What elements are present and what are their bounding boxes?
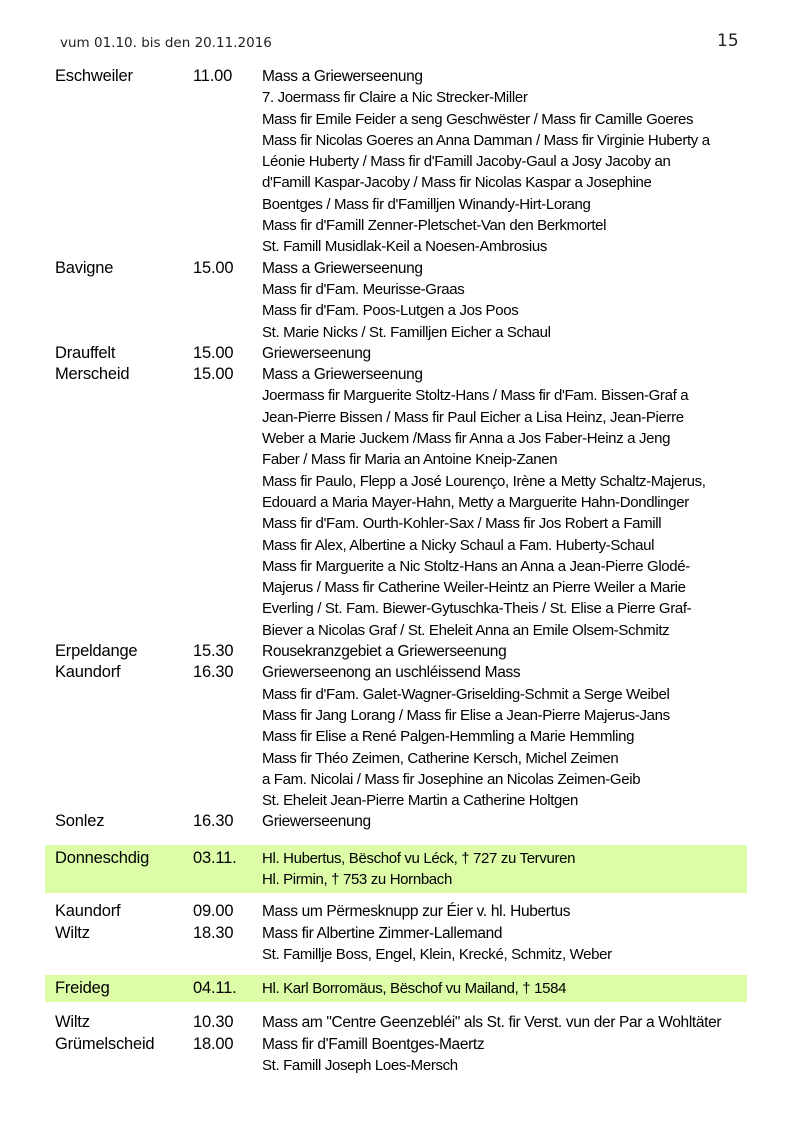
entry-row bbox=[0, 449, 800, 470]
intention-line: Weber a Marie Juckem /Mass fir Anna a Jos Faber-Heinz a Jeng bbox=[262, 430, 671, 448]
entry-row bbox=[0, 428, 800, 449]
schedule-entry bbox=[45, 845, 747, 891]
intention-line: Mass fir Alex, Albertine a Nicky Schaul a Fam. Huberty-Schaul bbox=[262, 536, 655, 554]
service-type: Mass fir Albertine Zimmer-Lallemand bbox=[262, 924, 503, 942]
page-number: 15 bbox=[717, 31, 739, 51]
entry-row bbox=[0, 322, 800, 343]
entry-row bbox=[0, 407, 800, 428]
place-name: Merscheid bbox=[55, 365, 130, 384]
entry-row bbox=[0, 1034, 800, 1055]
entry-row bbox=[0, 811, 800, 832]
schedule-section bbox=[0, 1012, 800, 1076]
entry-row bbox=[0, 641, 800, 662]
intention-line: a Fam. Nicolai / Mass fir Josephine an Nicolas Zeimen-Geib bbox=[262, 770, 641, 788]
service-type: Mass um Përmesknupp zur Éier v. hl. Hubertus bbox=[262, 903, 571, 921]
entry-row bbox=[0, 620, 800, 641]
intention-line: St. Famill Musidlak-Keil a Noesen-Ambrosius bbox=[262, 238, 548, 256]
entry-row bbox=[0, 923, 800, 944]
intention-line: St. Marie Nicks / St. Familljen Eicher a Schaul bbox=[262, 323, 551, 341]
intention-line: Majerus / Mass fir Catherine Weiler-Heintz an Pierre Weiler a Marie bbox=[262, 579, 686, 597]
intention-line: Everling / St. Fam. Biewer-Gytuschka-Theis / St. Elise a Pierre Graf- bbox=[262, 600, 692, 618]
entry-row bbox=[0, 279, 800, 300]
intention-line: Léonie Huberty / Mass fir d'Famill Jacoby-Gaul a Josy Jacoby an bbox=[262, 153, 671, 171]
intention-line: d'Famill Kaspar-Jacoby / Mass fir Nicolas Kaspar a Josephine bbox=[262, 174, 652, 192]
entry-row bbox=[0, 901, 800, 922]
entry-row bbox=[0, 662, 800, 683]
entry-row bbox=[0, 1012, 800, 1033]
entry-row bbox=[0, 1055, 800, 1076]
service-time: 15.00 bbox=[193, 343, 234, 362]
service-time: 16.30 bbox=[193, 663, 234, 682]
intention-line: Faber / Mass fir Maria an Antoine Kneip-Zanen bbox=[262, 451, 558, 469]
service-time: 09.00 bbox=[193, 902, 234, 921]
schedule-content bbox=[0, 66, 800, 1076]
entry-row bbox=[0, 87, 800, 108]
service-type: Hl. Hubertus, Bëschof vu Léck, † 727 zu Tervuren bbox=[262, 849, 576, 867]
place-name: Grümelscheid bbox=[55, 1034, 155, 1053]
entry-row bbox=[0, 705, 800, 726]
entry-row bbox=[0, 684, 800, 705]
service-time: 04.11. bbox=[193, 979, 237, 998]
service-type: Mass am "Centre Geenzebléi" als St. fir Verst. vun der Par a Wohltäter bbox=[262, 1014, 722, 1032]
intention-line: Jean-Pierre Bissen / Mass fir Paul Eicher a Lisa Heinz, Jean-Pierre bbox=[262, 408, 684, 426]
service-time: 15.00 bbox=[193, 365, 234, 384]
schedule-entry bbox=[0, 364, 800, 641]
intention-line: Joermass fir Marguerite Stoltz-Hans / Mass fir d'Fam. Bissen-Graf a bbox=[262, 387, 689, 405]
intention-line: Mass fir Marguerite a Nic Stoltz-Hans an Anna a Jean-Pierre Glodé- bbox=[262, 557, 690, 575]
entry-row bbox=[0, 577, 800, 598]
entry-row bbox=[0, 130, 800, 151]
schedule-entry bbox=[0, 923, 800, 966]
entry-row bbox=[0, 66, 800, 87]
entry-row bbox=[45, 869, 747, 890]
entry-row bbox=[0, 109, 800, 130]
intention-line: Mass fir d'Fam. Meurisse-Graas bbox=[262, 280, 465, 298]
schedule-section bbox=[0, 901, 800, 965]
intention-line: Mass fir Elise a René Palgen-Hemmling a Marie Hemmling bbox=[262, 728, 635, 746]
entry-row bbox=[0, 598, 800, 619]
service-type: Griewerseenung bbox=[262, 813, 371, 831]
service-time: 16.30 bbox=[193, 812, 234, 831]
intention-line: Mass fir d'Famill Zenner-Pletschet-Van den Berkmortel bbox=[262, 217, 607, 235]
schedule-entry bbox=[0, 1034, 800, 1077]
intention-line: St. Famill Joseph Loes-Mersch bbox=[262, 1057, 458, 1075]
service-type: Mass a Griewerseenung bbox=[262, 366, 423, 384]
service-type: Mass a Griewerseenung bbox=[262, 68, 423, 85]
intention-line: Mass fir Emile Feider a seng Geschwëster / Mass fir Camille Goeres bbox=[262, 110, 694, 128]
intention-line: Mass fir d'Fam. Galet-Wagner-Griselding-Schmit a Serge Weibel bbox=[262, 685, 670, 703]
intention-line: Mass fir Théo Zeimen, Catherine Kersch, Michel Zeimen bbox=[262, 749, 619, 767]
intention-line: St. Eheleit Jean-Pierre Martin a Catherine Holtgen bbox=[262, 792, 579, 810]
entry-row bbox=[0, 769, 800, 790]
entry-row bbox=[0, 215, 800, 236]
place-name: Eschweiler bbox=[55, 67, 133, 85]
service-type: Mass fir d'Famill Boentges-Maertz bbox=[262, 1035, 485, 1053]
intention-line: Biever a Nicolas Graf / St. Eheleit Anna an Emile Olsem-Schmitz bbox=[262, 621, 670, 639]
place-name: Donneschdig bbox=[55, 848, 150, 867]
place-name: Erpeldange bbox=[55, 642, 138, 661]
entry-row bbox=[0, 492, 800, 513]
entry-row bbox=[0, 385, 800, 406]
intention-line: Mass fir d'Fam. Ourth-Kohler-Sax / Mass fir Jos Robert a Famill bbox=[262, 515, 662, 533]
entry-row bbox=[0, 748, 800, 769]
service-type: Hl. Karl Borromäus, Bëschof vu Mailand, † 1584 bbox=[262, 980, 567, 998]
service-time: 18.00 bbox=[193, 1034, 234, 1053]
place-name: Kaundorf bbox=[55, 902, 121, 921]
service-time: 15.00 bbox=[193, 258, 234, 277]
service-time: 15.30 bbox=[193, 642, 234, 661]
entry-row bbox=[0, 364, 800, 385]
schedule-entry bbox=[0, 641, 800, 662]
service-time: 10.30 bbox=[193, 1013, 234, 1032]
intention-line: Mass fir d'Fam. Poos-Lutgen a Jos Poos bbox=[262, 302, 519, 320]
entry-row bbox=[0, 556, 800, 577]
schedule-entry bbox=[0, 1012, 800, 1033]
entry-row bbox=[0, 944, 800, 965]
entry-row bbox=[0, 726, 800, 747]
place-name: Drauffelt bbox=[55, 343, 116, 362]
entry-row bbox=[45, 978, 747, 999]
schedule-section bbox=[0, 66, 800, 833]
service-time: 11.00 bbox=[193, 67, 233, 85]
place-name: Sonlez bbox=[55, 812, 105, 831]
place-name: Bavigne bbox=[55, 258, 114, 277]
entry-row bbox=[0, 258, 800, 279]
place-name: Kaundorf bbox=[55, 663, 121, 682]
schedule-entry bbox=[0, 343, 800, 364]
entry-row bbox=[45, 848, 747, 869]
intention-line: Mass fir Paulo, Flepp a José Lourenço, Irène a Metty Schaltz-Majerus, bbox=[262, 472, 706, 490]
day-band bbox=[45, 975, 747, 1002]
place-name: Wiltz bbox=[55, 1013, 90, 1032]
header-date-range: vum 01.10. bis den 20.11.2016 bbox=[60, 35, 272, 51]
intention-line: St. Famillje Boss, Engel, Klein, Krecké, Schmitz, Weber bbox=[262, 945, 612, 963]
entry-row bbox=[0, 471, 800, 492]
service-type: Mass a Griewerseenung bbox=[262, 259, 423, 277]
service-time: 18.30 bbox=[193, 923, 234, 942]
intention-line: Boentges / Mass fir d'Familljen Winandy-Hirt-Lorang bbox=[262, 195, 591, 213]
schedule-entry bbox=[45, 975, 747, 999]
entry-row bbox=[0, 236, 800, 257]
entry-row bbox=[0, 151, 800, 172]
entry-row bbox=[0, 300, 800, 321]
service-type: Griewerseenung bbox=[262, 344, 371, 362]
schedule-entry bbox=[0, 66, 800, 258]
entry-row bbox=[0, 513, 800, 534]
entry-row bbox=[0, 194, 800, 215]
intention-line: Mass fir Jang Lorang / Mass fir Elise a Jean-Pierre Majerus-Jans bbox=[262, 706, 670, 724]
intention-line: Hl. Pirmin, † 753 zu Hornbach bbox=[262, 870, 452, 888]
schedule-entry bbox=[0, 662, 800, 811]
intention-line: 7. Joermass fir Claire a Nic Strecker-Miller bbox=[262, 89, 528, 107]
schedule-entry bbox=[0, 901, 800, 922]
day-band bbox=[45, 845, 747, 894]
entry-row bbox=[0, 535, 800, 556]
schedule-entry bbox=[0, 811, 800, 832]
entry-row bbox=[0, 790, 800, 811]
service-time: 03.11. bbox=[193, 848, 237, 867]
entry-row bbox=[0, 343, 800, 364]
place-name: Freideg bbox=[55, 979, 110, 998]
intention-line: Mass fir Nicolas Goeres an Anna Damman / Mass fir Virginie Huberty a bbox=[262, 131, 710, 149]
service-type: Rousekranzgebiet a Griewerseenung bbox=[262, 643, 507, 661]
entry-row bbox=[0, 172, 800, 193]
place-name: Wiltz bbox=[55, 923, 90, 942]
intention-line: Edouard a Maria Mayer-Hahn, Metty a Marguerite Hahn-Dondlinger bbox=[262, 493, 689, 511]
schedule-entry bbox=[0, 258, 800, 343]
service-type: Griewerseenong an uschléissend Mass bbox=[262, 664, 521, 682]
